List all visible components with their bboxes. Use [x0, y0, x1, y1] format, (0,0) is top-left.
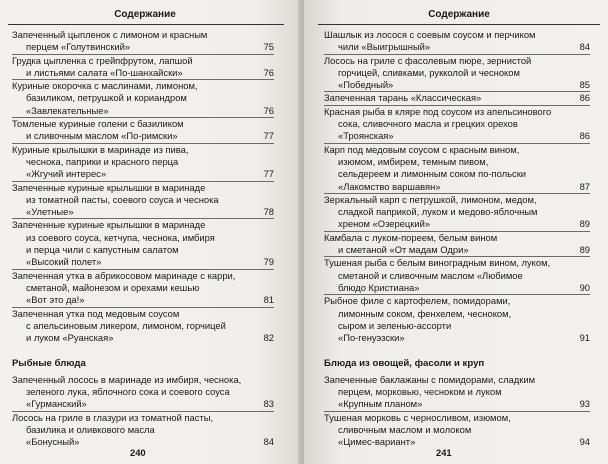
toc-entries — [324, 29, 590, 344]
toc-entry — [324, 54, 590, 92]
toc-entry-page: 86 — [579, 130, 590, 142]
toc-entry-title-line: «Жгучий интерес» — [26, 168, 107, 180]
toc-entry-title-line: и перца чили с капустным салатом — [26, 244, 179, 256]
toc-entry-title-line: «Завлекательные» — [26, 104, 109, 116]
toc-entry-title-line: из томатной пасты, соевого соуса и чеснока — [26, 193, 219, 205]
toc-entry-title-line: Карп под медовым соусом с красным вином, — [324, 143, 520, 155]
toc-list — [12, 29, 274, 449]
toc-entry-title-line: лимонным соком, фенхелем, чесноком, — [338, 307, 512, 319]
toc-entry-title-line: Грудка цыпленка с грейпфрутом, лапшой — [12, 54, 193, 66]
toc-entry-title-line: зеленого лука, яблочного сока и соевого соуса — [26, 386, 230, 398]
toc-entry-title-line: блюдо Кристиана» — [338, 281, 420, 293]
toc-entry-title-line: перцем «Голутвинский» — [26, 41, 131, 53]
toc-entry-title-line: «Крупным планом» — [338, 398, 423, 410]
toc-entry-page: 85 — [579, 79, 590, 91]
toc-entry-title-line: Запеченная утка под медовым соусом — [12, 307, 180, 319]
toc-entry-title-line: Запеченная тарань «Классическая» — [324, 92, 482, 104]
toc-entry-title-line: и сливочным маслом «По-римски» — [26, 130, 178, 142]
toc-entry-page: 82 — [263, 332, 274, 344]
toc-entry — [12, 307, 274, 345]
toc-entry — [324, 193, 590, 231]
toc-entry — [12, 218, 274, 268]
toc-entry — [12, 29, 274, 54]
toc-entry-page: 84 — [579, 41, 590, 53]
toc-entry-title-line: сливочным маслом и молоком — [338, 423, 472, 435]
toc-entry-title-line: базиликом, петрушкой и кориандром — [26, 92, 187, 104]
toc-entry-title-line: и сметаной «От мадам Одри» — [338, 244, 469, 256]
toc-entry — [12, 269, 274, 307]
toc-entry — [324, 294, 590, 344]
left-page — [0, 0, 300, 464]
toc-entry-title-line: Запеченная утка в абрикосовом маринаде с карри, — [12, 269, 236, 281]
toc-entries — [12, 29, 274, 344]
toc-entry — [324, 29, 590, 54]
toc-entry-page: 87 — [579, 180, 590, 192]
toc-entry-page: 77 — [263, 168, 274, 180]
toc-entry-title-line: «Лакомство варшавян» — [338, 180, 441, 192]
header-rule — [318, 24, 600, 25]
toc-entry-page: 81 — [263, 294, 274, 306]
toc-entry — [324, 256, 590, 294]
toc-entry-page: 93 — [579, 398, 590, 410]
toc-entry-title-line: «Победный» — [338, 79, 394, 91]
toc-entry-title-line: базилика и оливкового масла — [26, 423, 155, 435]
toc-entry-title-line: «Цимес-вариант» — [338, 436, 416, 448]
toc-entry-page: 76 — [263, 104, 274, 116]
toc-entry — [12, 181, 274, 219]
section-title: Рыбные блюда — [12, 358, 86, 370]
toc-entry — [12, 79, 274, 117]
toc-entry-title-line: хреном «Озерецкий» — [338, 218, 431, 230]
toc-entry-title-line: «Вот это да!» — [26, 294, 85, 306]
toc-entry-title-line: Томленые куриные голени с базиликом — [12, 118, 184, 130]
toc-entry-title-line: Куриные крылышки в маринаде из пива, — [12, 143, 189, 155]
toc-entry-title-line: «Высокий полет» — [26, 256, 102, 268]
toc-entry-page: 84 — [263, 436, 274, 448]
toc-entry-title-line: Камбала с луком-пореем, белым вином — [324, 231, 498, 243]
toc-entry-title-line: Запеченный лосось в маринаде из имбиря, чеснока, — [12, 373, 242, 385]
page-number: 240 — [130, 447, 146, 458]
right-page — [304, 0, 608, 464]
toc-entry-title-line: сметаной, майонезом и орехами кешью — [26, 281, 200, 293]
toc-entry-title-line: изюмом, имбирем, темным пивом, — [338, 155, 489, 167]
toc-section-entries — [324, 374, 590, 449]
toc-entry — [324, 143, 590, 193]
toc-entry — [12, 374, 274, 411]
toc-entry-title-line: «Бонусный» — [26, 436, 80, 448]
toc-entry-title-line: сыром и зеленью-ассорти — [338, 319, 452, 331]
toc-section-entries — [12, 374, 274, 449]
toc-entry-title-line: Тушеная морковь с черносливом, изюмом, — [324, 411, 511, 423]
toc-entry-title-line: Лосось на гриле в глазури из томатной пасты, — [12, 411, 214, 423]
toc-entry-title-line: Запеченный цыпленок с лимоном и красным — [12, 29, 208, 40]
toc-entry-title-line: сельдереем и лимонным соком по-польски — [338, 168, 527, 180]
toc-entry-title-line: Запеченные баклажаны с помидорами, сладким — [324, 373, 536, 385]
toc-entry-page: 90 — [579, 281, 590, 293]
toc-entry-page: 83 — [263, 398, 274, 410]
toc-entry — [324, 105, 590, 143]
page-number: 241 — [436, 447, 452, 458]
toc-entry-title-line: Куриные окорочка с маслинами, лимоном, — [12, 80, 198, 92]
toc-entry-title-line: «Троянская» — [338, 130, 394, 142]
toc-entry-page: 91 — [579, 332, 590, 344]
toc-entry — [12, 54, 274, 80]
toc-entry-title-line: сметаной и сливочным маслом «Любимое — [338, 269, 523, 281]
page-header: Содержание — [428, 9, 490, 20]
toc-entry-title-line: Шашлык из лосося с соевым соусом и перчиком — [324, 29, 536, 40]
toc-entry — [12, 117, 274, 143]
toc-entry-title-line: Красная рыба в кляре под соусом из апельсинового — [324, 105, 552, 117]
toc-entry-page: 79 — [263, 256, 274, 268]
toc-entry-page: 94 — [579, 436, 590, 448]
toc-entry-title-line: и листьями салата «По-шанхайски» — [26, 66, 183, 78]
toc-entry-page: 89 — [579, 244, 590, 256]
toc-entry — [12, 411, 274, 449]
toc-entry-title-line: Запеченные куриные крылышки в маринаде — [12, 181, 206, 193]
toc-entry-page: 89 — [579, 218, 590, 230]
toc-entry-title-line: «Гурманский» — [26, 398, 87, 410]
section-title: Блюда из овощей, фасоли и круп — [324, 358, 485, 370]
toc-entry-page: 76 — [263, 66, 274, 78]
toc-entry — [324, 374, 590, 411]
toc-list — [324, 29, 590, 449]
toc-entry-title-line: Тушеная рыба с белым виноградным вином, луком, — [324, 257, 551, 269]
toc-entry — [324, 231, 590, 257]
toc-entry-title-line: горчицей, сливками, рукколой и чесноком — [338, 66, 520, 78]
toc-entry-title-line: из соевого соуса, кетчупа, чеснока, имбиря — [26, 231, 215, 243]
toc-entry-title-line: Зеркальный карп с петрушкой, лимоном, медом, — [324, 193, 537, 205]
toc-entry-title-line: «Улетные» — [26, 206, 74, 218]
toc-entry-page: 86 — [579, 92, 590, 104]
toc-entry-title-line: с апельсиновым ликером, лимоном, горчицей — [26, 319, 226, 331]
header-rule — [8, 24, 284, 25]
toc-entry-page: 78 — [263, 206, 274, 218]
toc-entry-title-line: перцем, морковью, чесноком и луком — [338, 386, 502, 398]
toc-entry-title-line: Рыбное филе с картофелем, помидорами, — [324, 295, 511, 307]
toc-entry-title-line: Запеченные куриные крылышки в маринаде — [12, 219, 206, 231]
toc-entry-title-line: и луком «Руанская» — [26, 332, 114, 344]
toc-entry-page: 77 — [263, 130, 274, 142]
toc-entry-page: 75 — [263, 41, 274, 53]
toc-entry-title-line: чили «Выигрышный» — [338, 41, 431, 53]
toc-entry-title-line: сока, сливочного масла и грецких орехов — [338, 118, 518, 130]
page-header: Содержание — [114, 9, 176, 20]
toc-entry-title-line: Лосось на гриле с фасолевым пюре, зернистой — [324, 54, 532, 66]
toc-entry-title-line: сладкой паприкой, луком и медово-яблочным — [338, 206, 538, 218]
toc-entry-title-line: «По-генуэзски» — [338, 332, 405, 344]
toc-entry — [324, 91, 590, 104]
toc-entry — [12, 143, 274, 181]
toc-entry-title-line: чеснока, паприки и красного перца — [26, 155, 179, 167]
toc-entry — [324, 411, 590, 449]
